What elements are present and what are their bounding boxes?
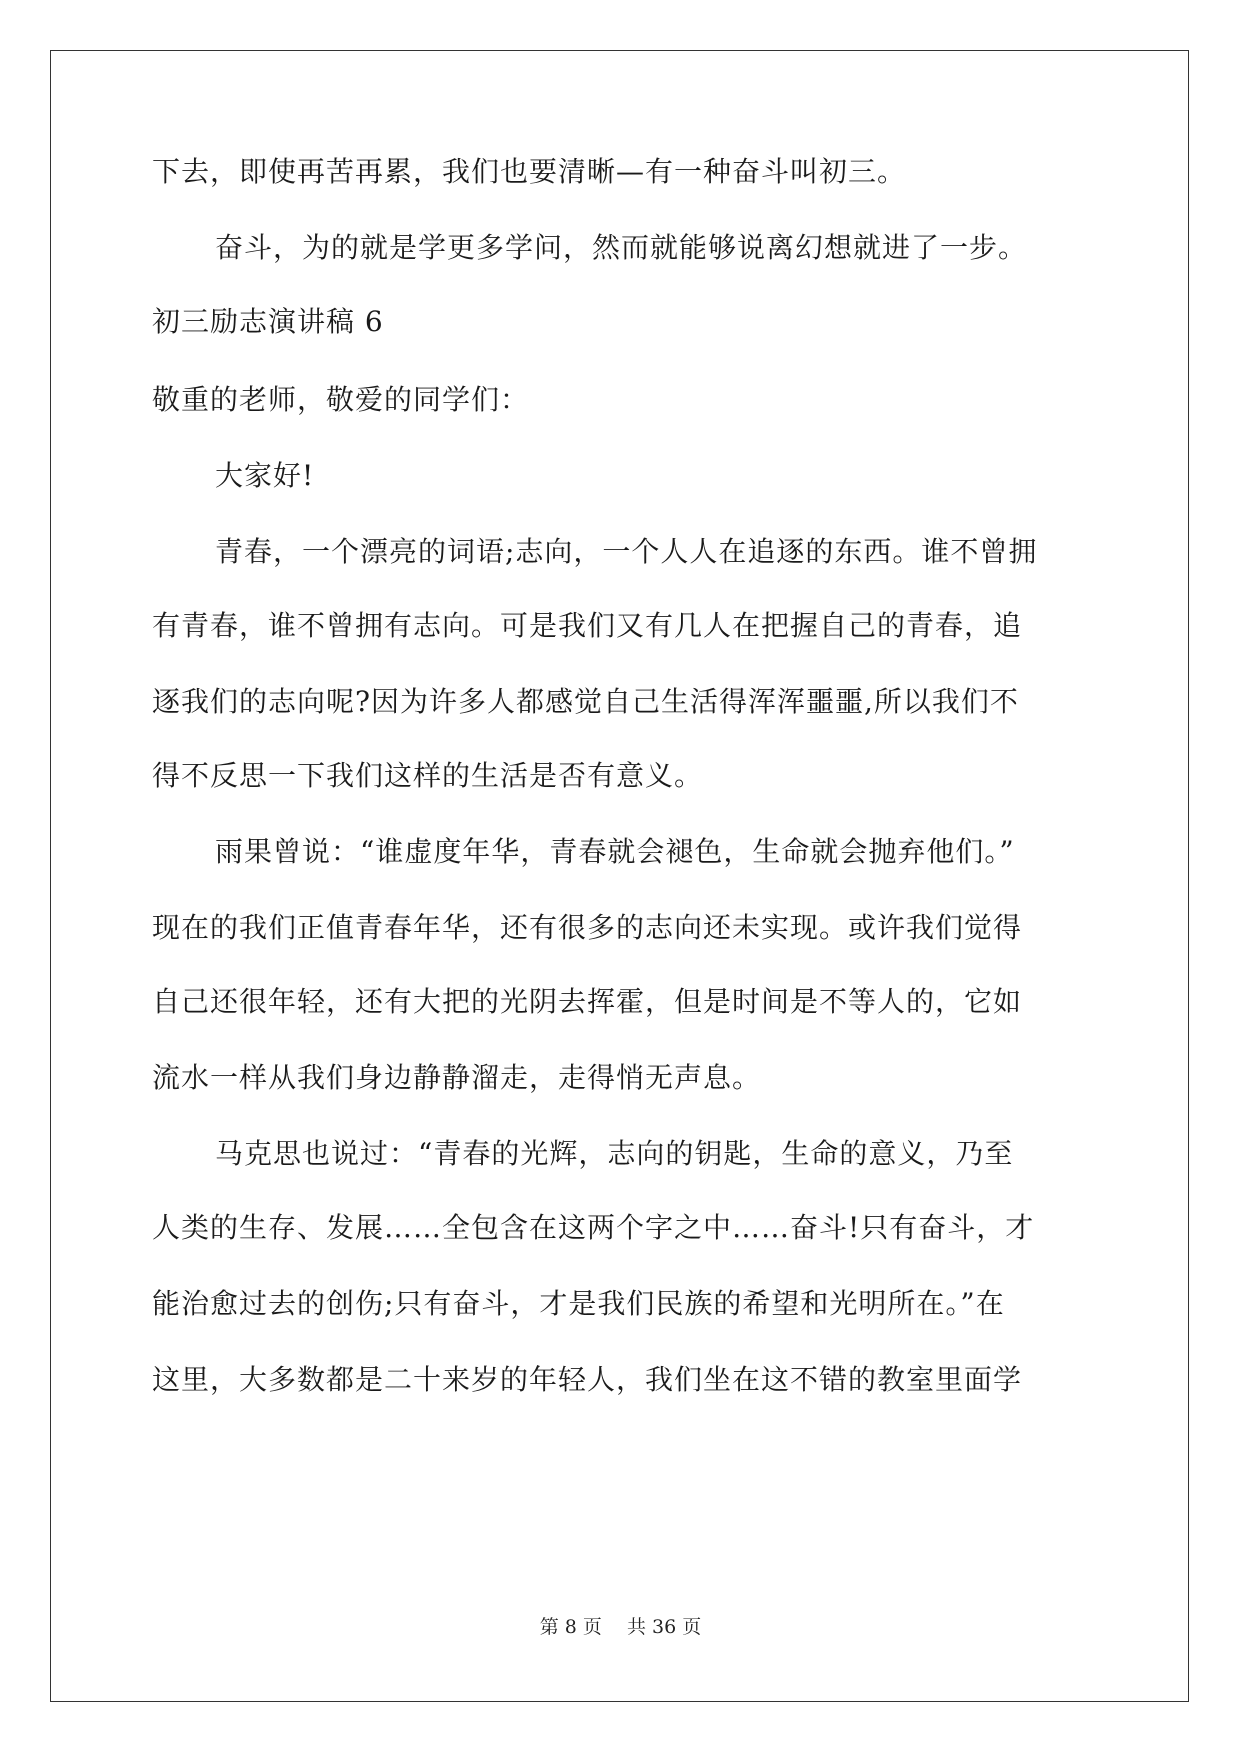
page-number-footer: 第 8 页 共 36 页 (539, 1616, 702, 1638)
text-line: 马克思也说过：“青春的光辉，志向的钥匙，生命的意义，乃至 (215, 1137, 1014, 1170)
salutation: 敬重的老师，敬爱的同学们： (152, 383, 530, 416)
text-line: 流水一样从我们身边静静溜走，走得悄无声息。 (152, 1061, 762, 1094)
text-line: 自己还很年轻，还有大把的光阴去挥霍，但是时间是不等人的，它如 (152, 985, 1023, 1018)
section-heading: 初三励志演讲稿 6 (152, 305, 384, 338)
text-line: 青春，一个漂亮的词语;志向，一个人人在追逐的东西。谁不曾拥 (215, 535, 1038, 568)
text-line: 有青春，谁不曾拥有志向。可是我们又有几人在把握自己的青春，追 (152, 609, 1023, 642)
text-line: 得不反思一下我们这样的生活是否有意义。 (152, 759, 704, 792)
text-line: 这里，大多数都是二十来岁的年轻人，我们坐在这不错的教室里面学 (152, 1363, 1023, 1396)
text-line: 能治愈过去的创伤;只有奋斗，才是我们民族的希望和光明所在。”在 (152, 1287, 1005, 1320)
text-line: 人类的生存、发展……全包含在这两个字之中……奋斗!只有奋斗，才 (152, 1211, 1035, 1244)
page-frame (50, 50, 1189, 1702)
text-line: 雨果曾说：“谁虚度年华，青春就会褪色，生命就会抛弃他们。” (215, 835, 1015, 868)
text-line: 下去，即使再苦再累，我们也要清晰—有一种奋斗叫初三。 (152, 155, 907, 188)
greeting: 大家好! (215, 459, 315, 492)
text-line: 奋斗，为的就是学更多学问，然而就能够说离幻想就进了一步。 (215, 231, 1028, 264)
text-line: 逐我们的志向呢?因为许多人都感觉自己生活得浑浑噩噩,所以我们不 (152, 685, 1019, 718)
text-line: 现在的我们正值青春年华，还有很多的志向还未实现。或许我们觉得 (152, 911, 1023, 944)
